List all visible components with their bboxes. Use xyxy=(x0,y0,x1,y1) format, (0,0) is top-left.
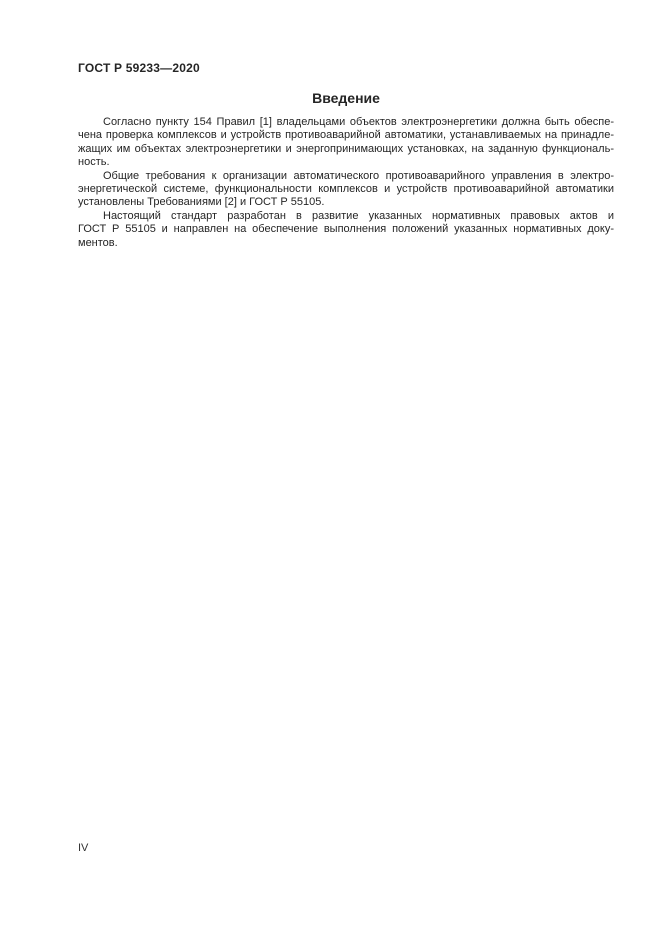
text-line: Согласно пункту 154 Правил [1] владельцами объектов электроэнергетики должна быть обеспе- xyxy=(103,116,614,128)
section-title: Введение xyxy=(312,90,380,106)
text-line: Настоящий стандарт разработан в развитие указанных нормативных правовых актов и xyxy=(103,209,614,222)
text-line: ГОСТ Р 55105 и направлен на обеспечение выполнения положений указанных нормативных доку- xyxy=(78,223,614,236)
text-line: ментов. xyxy=(78,236,118,249)
body-text xyxy=(78,116,614,250)
paragraph-1 xyxy=(78,116,614,170)
text-line: установлены Требованиями [2] и ГОСТ Р 55105. xyxy=(78,196,325,209)
text-line: Общие требования к организации автоматического противоаварийного управления в электро- xyxy=(103,169,614,182)
paragraph-3 xyxy=(78,210,614,250)
text-line: жащих им объектах электроэнергетики и энергопринимающих установках, на заданную функциональ- xyxy=(78,142,614,155)
page-number: IV xyxy=(78,842,89,854)
paragraph-2 xyxy=(78,170,614,210)
running-header-doc-code: ГОСТ Р 59233—2020 xyxy=(78,61,200,75)
text-line: ность. xyxy=(78,156,110,169)
text-line: чена проверка комплексов и устройств противоаварийной автоматики, устанавливаемых на принадле- xyxy=(78,129,614,142)
text-line: энергетической системе, функциональности комплексов и устройств противоаварийной автоматики xyxy=(78,183,614,196)
